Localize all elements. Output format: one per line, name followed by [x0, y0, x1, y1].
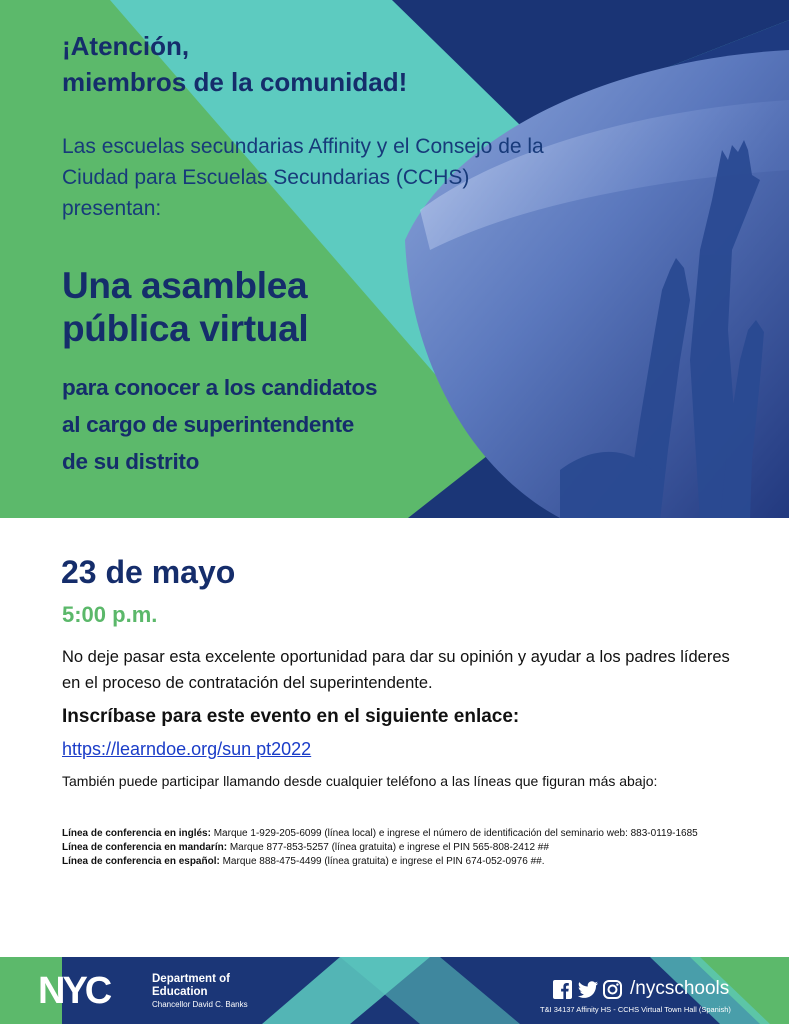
chancellor-name: Chancellor David C. Banks	[152, 1000, 248, 1009]
social-handle[interactable]: /nycschools	[630, 978, 730, 999]
subhead-line-1: para conocer a los candidatos	[62, 375, 378, 400]
attention-line-1: ¡Atención,	[62, 31, 190, 61]
conference-line-text: Marque 888-475-4499 (línea gratuita) e ingrese el PIN 674-052-0976 ##.	[219, 856, 545, 867]
event-headline	[62, 264, 308, 350]
conference-line-text: Marque 1-929-205-6099 (línea local) e ingrese el número de identificación del seminario web: 883-0119-1685	[210, 828, 698, 839]
social-links	[553, 978, 729, 1000]
register-heading: Inscríbase para este evento en el siguiente enlace:	[62, 706, 520, 727]
conference-line-label: Línea de conferencia en mandarín:	[62, 842, 228, 853]
event-description: No deje pasar esta excelente oportunidad para dar su opinión y ayudar a los padres líderes en el proceso de contratación del superintendente.	[62, 648, 730, 692]
nyc-logo-text: NYC	[38, 973, 110, 1007]
attention-line-2: miembros de la comunidad!	[62, 67, 408, 97]
department-line-1: Department of	[152, 973, 230, 985]
subhead-line-3: de su distrito	[62, 449, 200, 474]
document-footnote: T&I 34137 Affinity HS - CCHS Virtual Town Hall (Spanish)	[540, 1005, 731, 1014]
subhead-line-2: al cargo de superintendente	[62, 412, 354, 437]
phone-note: También puede participar llamando desde cualquier teléfono a las líneas que figuran más abajo:	[62, 773, 658, 789]
headline-line-2: pública virtual	[62, 308, 309, 349]
attention-heading	[62, 28, 407, 100]
event-time: 5:00 p.m.	[62, 602, 158, 627]
conference-line-spanish	[62, 855, 752, 869]
conference-line-text: Marque 877-853-5257 (línea gratuita) e ingrese el PIN 565-808-2412 ##	[227, 842, 549, 853]
instagram-icon[interactable]	[603, 980, 622, 999]
conference-lines	[62, 827, 752, 869]
headline-line-1: Una asamblea	[62, 265, 308, 306]
intro-text: Las escuelas secundarias Affinity y el Consejo de la Ciudad para Escuelas Secundarias (CCHS) presentan:	[62, 135, 544, 220]
twitter-icon[interactable]	[578, 980, 597, 999]
nyc-logo-mark	[38, 973, 144, 1007]
nyc-logo	[38, 973, 144, 1012]
department-line-2: Education	[152, 986, 208, 998]
footer-banner	[0, 957, 789, 1024]
conference-line-label: Línea de conferencia en español:	[62, 856, 220, 867]
conference-line-label: Línea de conferencia en inglés:	[62, 828, 211, 839]
conference-line-english	[62, 827, 752, 841]
conference-line-mandarin	[62, 841, 752, 855]
event-subheading	[62, 369, 377, 480]
register-link[interactable]: https://learndoe.org/sun pt2022	[62, 739, 312, 759]
facebook-icon[interactable]	[553, 980, 572, 999]
event-date: 23 de mayo	[61, 554, 236, 590]
department-of-education	[152, 973, 248, 1010]
